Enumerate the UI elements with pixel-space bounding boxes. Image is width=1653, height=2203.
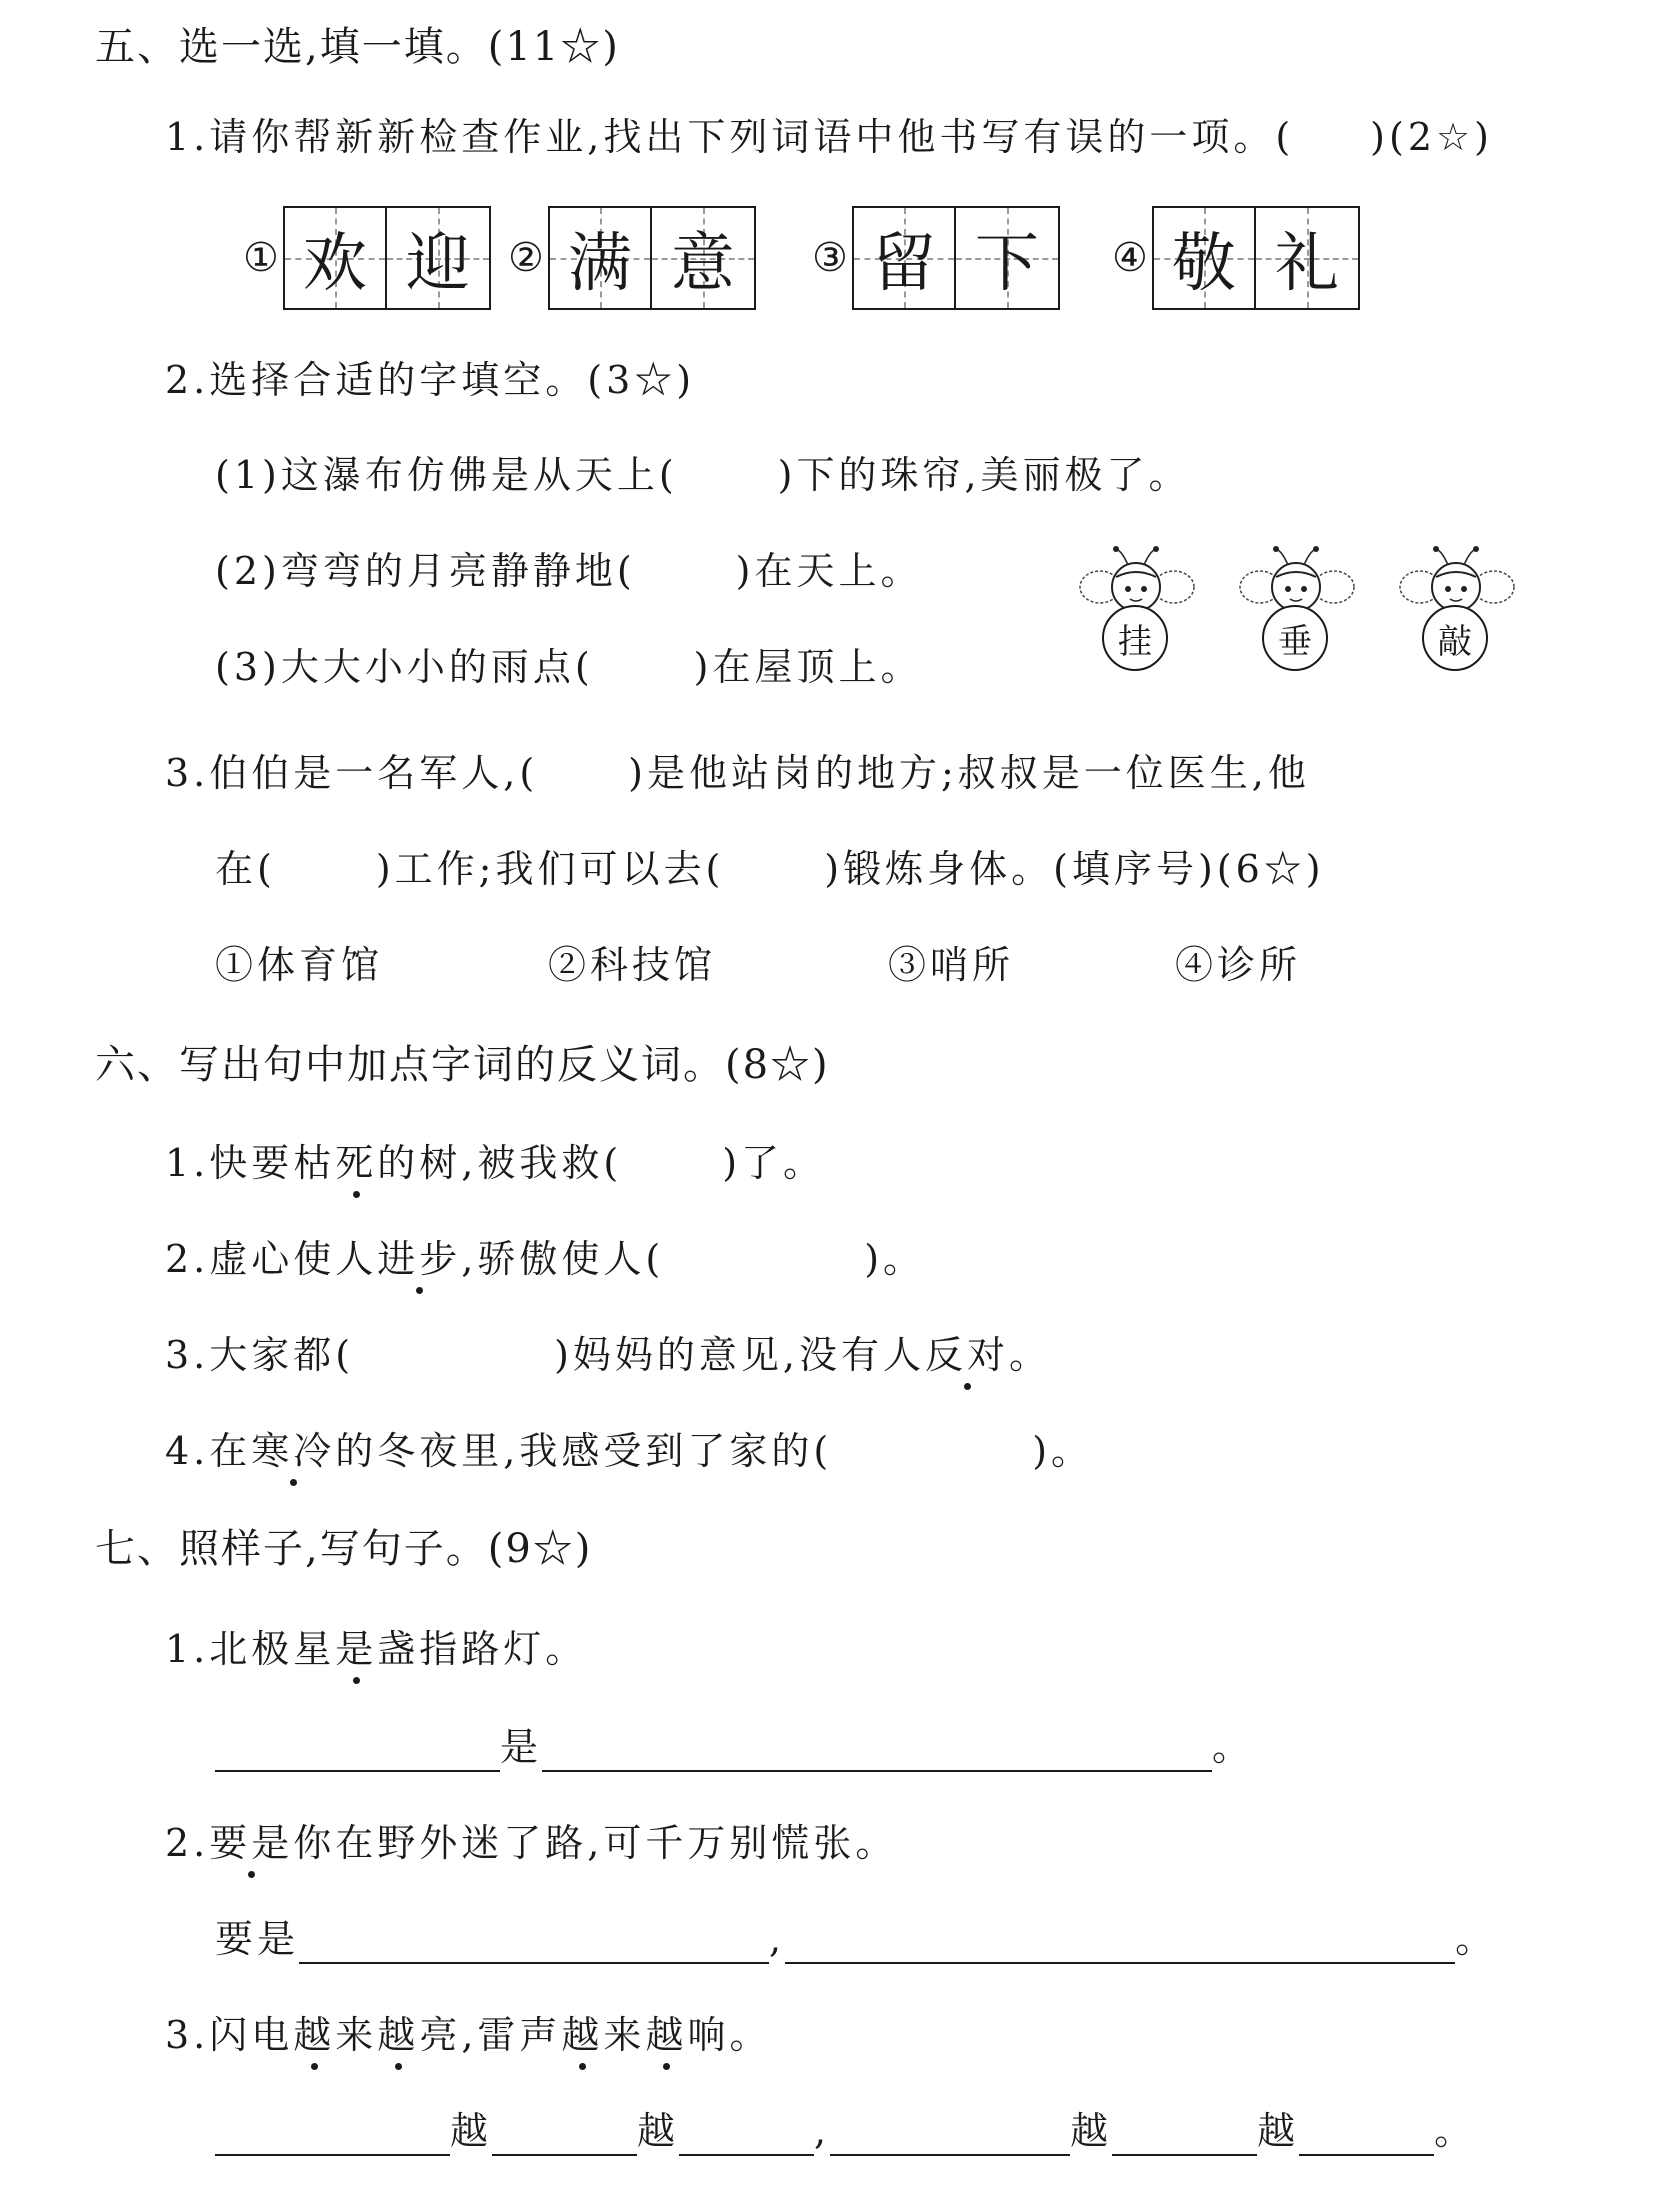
s5-q3-option-1: ①体育馆	[215, 943, 384, 987]
s5-q1-option-3[interactable]: ③ 留 下	[812, 206, 1060, 310]
bee-word: 垂	[1262, 605, 1328, 671]
s5-q3-option-3: ③哨所	[888, 943, 1015, 987]
s7-q1-answer-line[interactable]: 是 。	[215, 1722, 1254, 1772]
bee-word: 挂	[1102, 605, 1168, 671]
s5-q1-option-2[interactable]: ② 满 意	[508, 206, 756, 310]
s5-q1-text: 1.请你帮新新检查作业,找出下列词语中他书写有误的一项。(	[165, 115, 1295, 159]
s5-q2-title: 2.选择合适的字填空。(3☆)	[165, 358, 696, 402]
section-5-title: 五、选一选,填一填。(11☆)	[95, 24, 620, 70]
section-7-title: 七、照样子,写句子。(9☆)	[95, 1526, 593, 1572]
s5-q3-line-1: 3.伯伯是一名军人,( )是他站岗的地方;叔叔是一位医生,他	[165, 751, 1310, 795]
s5-q3-line-2: 在( )工作;我们可以去( )锻炼身体。(填序号)(6☆)	[215, 847, 1325, 891]
bee-word-1	[1078, 545, 1196, 670]
s7-q2: 2.要是你在野外迷了路,可千万别慌张。	[165, 1818, 897, 1868]
s6-q4: 4.在寒冷的冬夜里,我感受到了家的( )。	[165, 1426, 1093, 1476]
s6-q3: 3.大家都( )妈妈的意见,没有人反对。	[165, 1330, 1051, 1380]
s7-q2-answer-line[interactable]: 要是 , 。	[215, 1914, 1497, 1964]
s5-q1-option-1[interactable]: ① 欢 迎	[243, 206, 491, 310]
s5-q3-option-2: ②科技馆	[548, 943, 717, 987]
bee-word: 敲	[1422, 605, 1488, 671]
s5-q3-option-4: ④诊所	[1175, 943, 1302, 987]
bee-word-3	[1398, 545, 1516, 670]
s5-q1-option-4[interactable]: ④ 敬 礼	[1112, 206, 1360, 310]
s6-q1: 1.快要枯死的树,被我救( )了。	[165, 1138, 825, 1188]
section-6-title: 六、写出句中加点字词的反义词。(8☆)	[95, 1042, 830, 1088]
s5-q1	[165, 112, 1493, 162]
s7-q3: 3.闪电越来越亮,雷声越来越响。	[165, 2010, 771, 2060]
s7-q3-answer-line[interactable]: 越 越 , 越 越 。	[215, 2106, 1476, 2156]
s5-q2-s2: (2)弯弯的月亮静静地( )在天上。	[215, 549, 923, 593]
s5-q2-s1: (1)这瀑布仿佛是从天上( )下的珠帘,美丽极了。	[215, 453, 1191, 497]
bee-word-2	[1238, 545, 1356, 670]
s7-q1: 1.北极星是盏指路灯。	[165, 1624, 587, 1674]
s5-q2-s3: (3)大大小小的雨点( )在屋顶上。	[215, 645, 923, 689]
s5-q1-tail: )(2☆)	[1370, 115, 1493, 159]
s6-q2: 2.虚心使人进步,骄傲使人( )。	[165, 1234, 925, 1284]
